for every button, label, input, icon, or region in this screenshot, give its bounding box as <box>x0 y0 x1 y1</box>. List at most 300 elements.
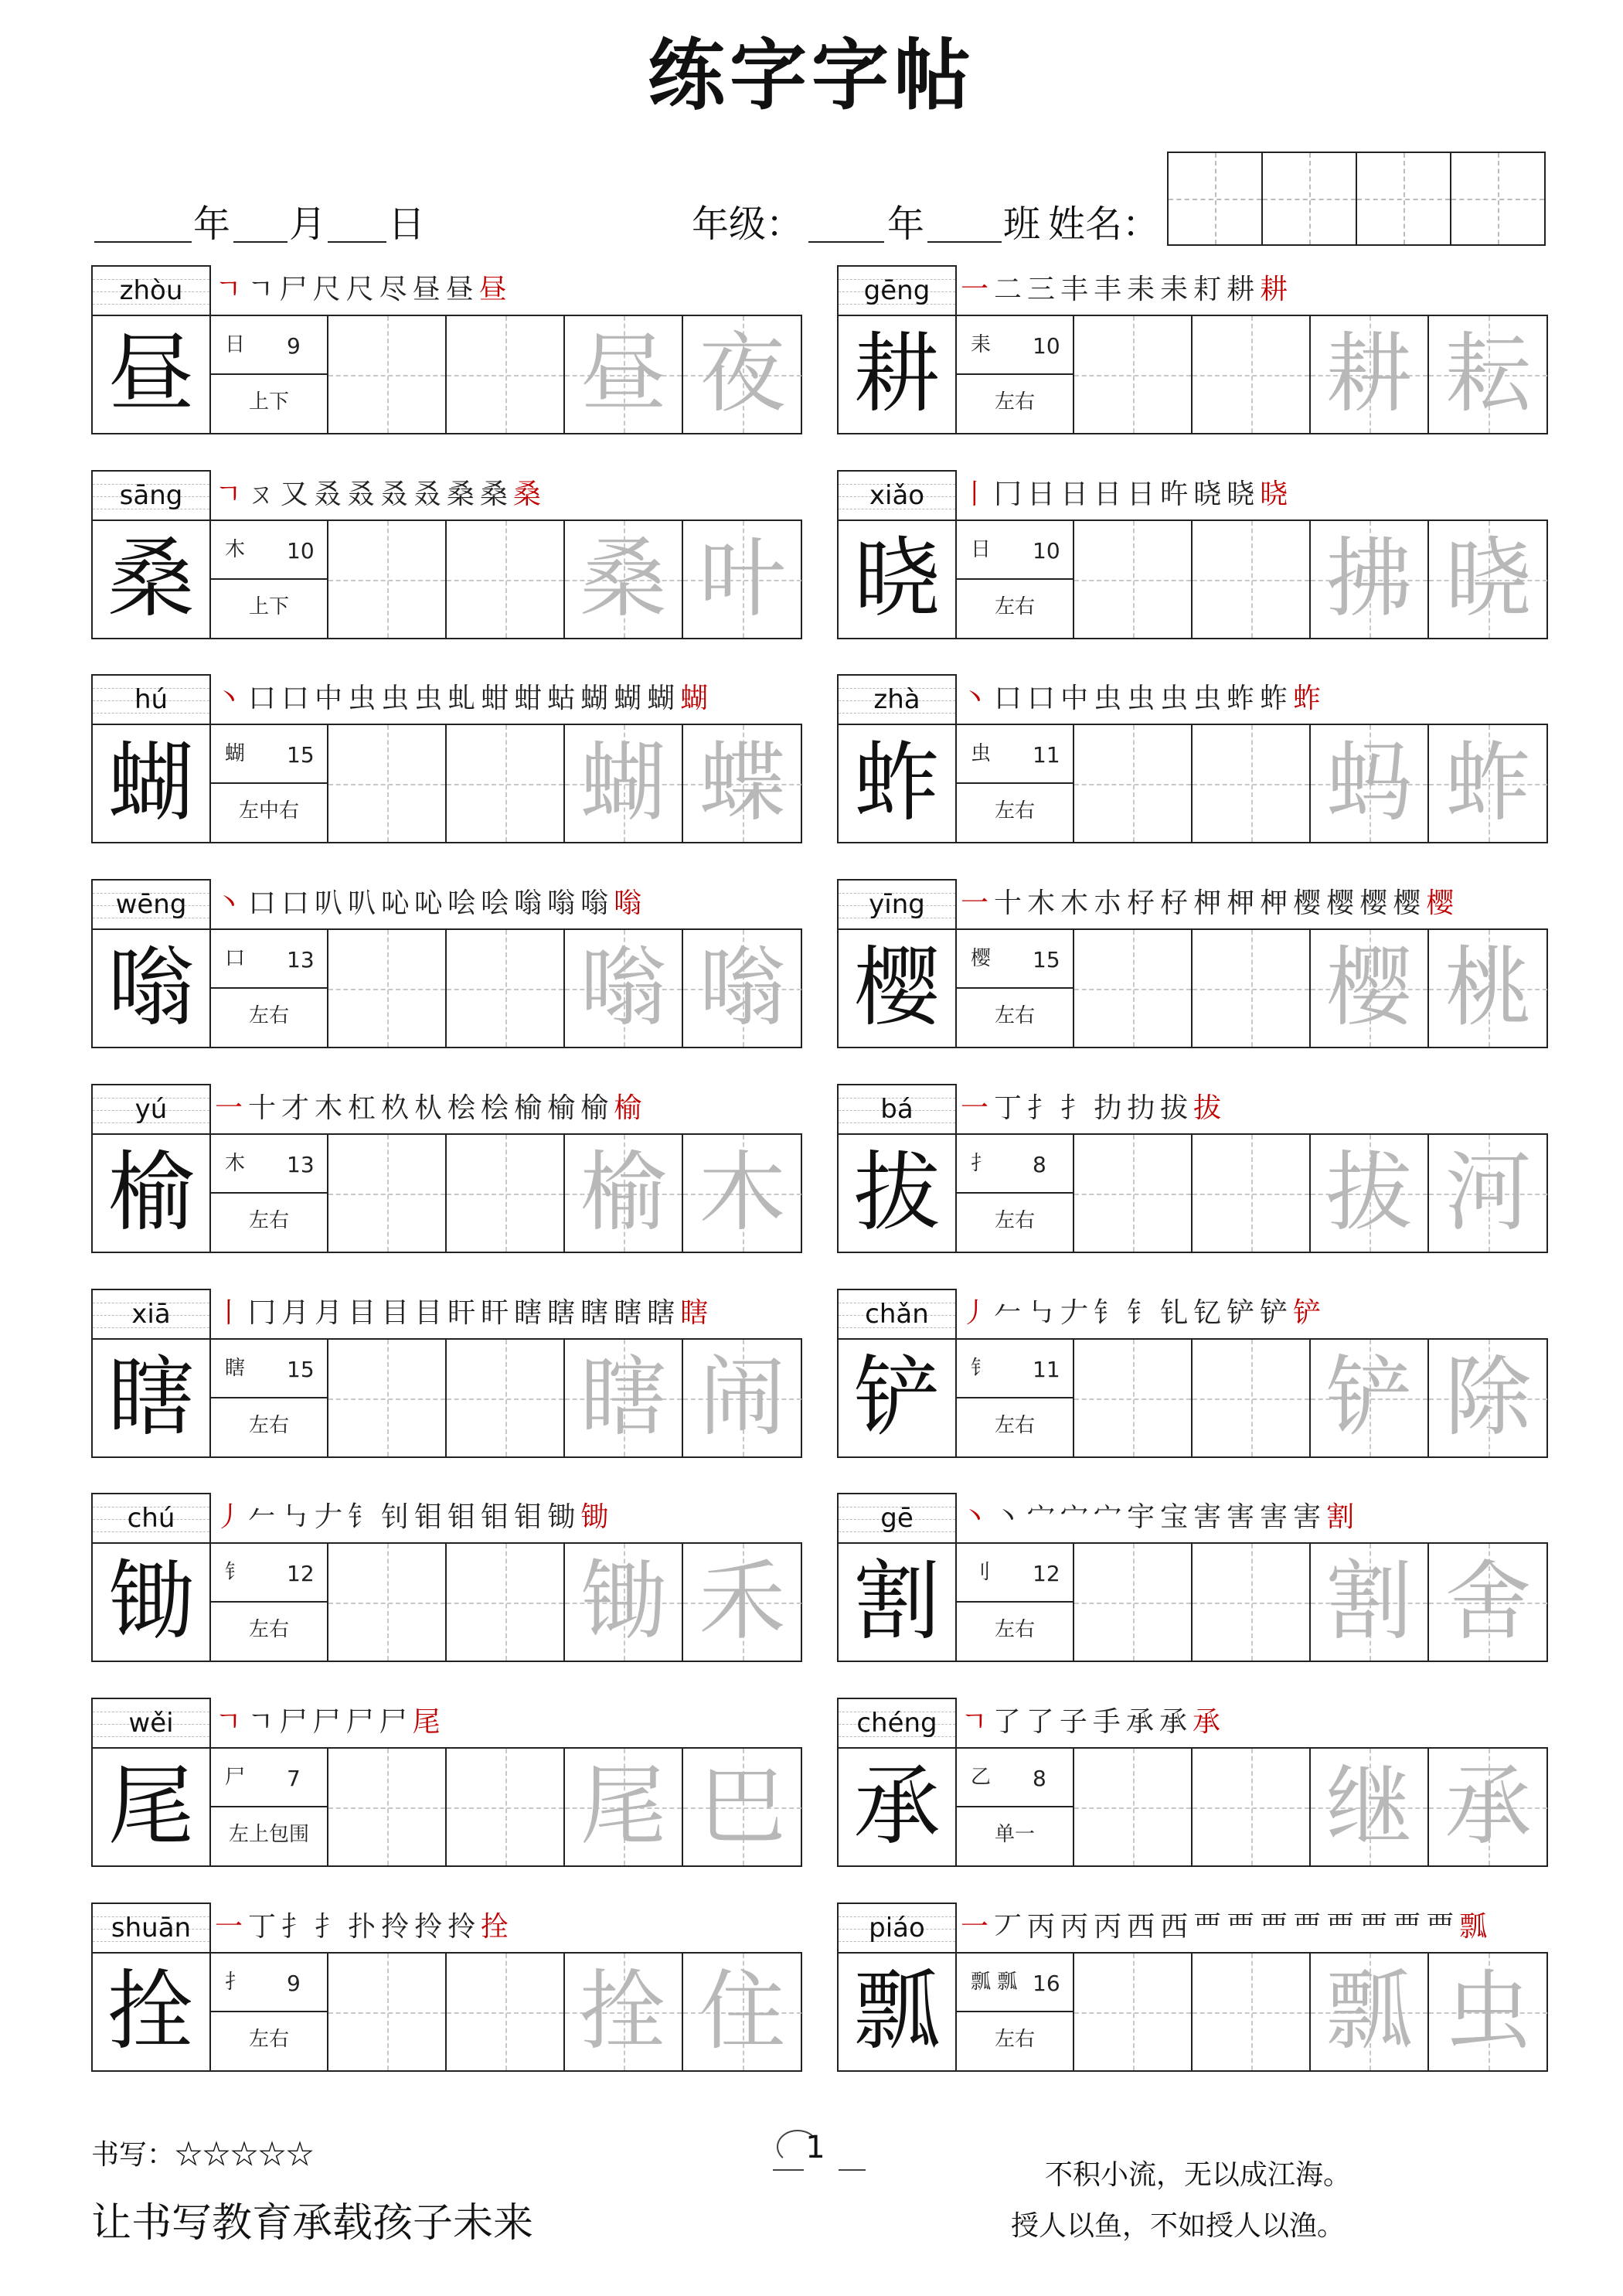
stroke-step: 耒 <box>1160 274 1189 305</box>
practice-cell[interactable] <box>1074 1340 1193 1456</box>
model-char: 瓢 <box>853 1961 941 2062</box>
stroke-step: 吣 <box>381 887 410 919</box>
stroke-step: 十 <box>994 887 1022 919</box>
stroke-count: 11 <box>1033 1357 1060 1382</box>
trace-cell[interactable] <box>1429 1544 1547 1661</box>
model-char-cell <box>93 725 211 842</box>
pinyin-label <box>91 1903 211 1952</box>
practice-grid <box>91 724 802 843</box>
radical: 木 <box>225 538 246 561</box>
stroke-step: 扌 <box>1027 1092 1056 1124</box>
practice-grid <box>837 1338 1548 1458</box>
pinyin-text: gē <box>880 1503 914 1534</box>
stroke-count: 11 <box>1033 742 1060 768</box>
stroke-step: 扐 <box>1094 1092 1122 1124</box>
stroke-step: 瞎 <box>647 1297 675 1329</box>
trace-cell[interactable] <box>565 1135 683 1252</box>
stroke-step: ㇉ <box>281 1501 310 1533</box>
trace-char: 虫 <box>1444 1961 1532 2062</box>
trace-char: 除 <box>1444 1347 1532 1448</box>
model-char-cell <box>93 1135 211 1252</box>
char-info <box>957 316 1074 433</box>
model-char: 拴 <box>107 1961 195 2062</box>
practice-cell[interactable] <box>447 1954 565 2070</box>
stroke-step: 口 <box>248 887 277 919</box>
trace-cell[interactable] <box>1311 725 1429 842</box>
pinyin-text: yú <box>134 1094 168 1125</box>
practice-cell[interactable] <box>1074 1749 1193 1865</box>
stroke-step: 西 <box>1127 1911 1155 1943</box>
structure: 左右 <box>994 595 1035 618</box>
practice-cell[interactable] <box>1193 521 1311 638</box>
practice-cell[interactable] <box>1074 521 1193 638</box>
practice-grid <box>91 315 802 434</box>
pinyin-label <box>91 674 211 724</box>
class-label: 班 <box>1003 203 1041 246</box>
practice-cell[interactable] <box>328 725 447 842</box>
stroke-step: 丨 <box>961 479 989 510</box>
model-char: 嗡 <box>107 938 195 1038</box>
model-char: 蚱 <box>853 733 941 833</box>
stroke-step: 木 <box>315 1092 343 1124</box>
trace-cell[interactable] <box>1429 1135 1547 1252</box>
stroke-step: ㄱ <box>247 274 274 305</box>
trace-cell[interactable] <box>1311 316 1429 433</box>
trace-cell[interactable] <box>683 521 801 638</box>
structure: 上下 <box>248 595 289 618</box>
char-info <box>957 930 1074 1047</box>
pinyin-text: wēng <box>115 889 187 920</box>
stroke-step: 尽 <box>379 274 407 305</box>
practice-grid <box>91 1747 802 1867</box>
stroke-step: 丶 <box>994 1501 1022 1533</box>
trace-cell[interactable] <box>1311 1544 1429 1661</box>
practice-cell[interactable] <box>1193 316 1311 433</box>
stroke-step: 扑 <box>348 1911 376 1943</box>
model-char: 耕 <box>853 324 941 424</box>
trace-cell[interactable] <box>1311 521 1429 638</box>
trace-cell[interactable] <box>565 930 683 1047</box>
trace-cell[interactable] <box>1429 1749 1547 1865</box>
name-boxes[interactable] <box>1167 152 1546 246</box>
stroke-step: 丆 <box>994 1911 1022 1943</box>
trace-cell[interactable] <box>565 521 683 638</box>
stroke-step: 蚶 <box>514 683 543 714</box>
trace-char: 拴 <box>580 1961 667 2062</box>
trace-cell[interactable] <box>683 1340 801 1456</box>
model-char: 瞎 <box>107 1347 195 1448</box>
stroke-step: 樱 <box>1293 887 1322 919</box>
trace-char: 桑 <box>580 529 667 629</box>
stroke-step: 丶 <box>215 887 243 919</box>
trace-cell[interactable] <box>1311 930 1429 1047</box>
trace-char: 木 <box>699 1143 786 1243</box>
radical: 虫 <box>971 742 992 765</box>
stroke-step: 蚱 <box>1293 683 1322 714</box>
practice-cell[interactable] <box>447 1135 565 1252</box>
practice-cell[interactable] <box>328 1544 447 1661</box>
stroke-step: 榆 <box>514 1092 543 1124</box>
model-char: 桑 <box>107 529 195 629</box>
stroke-step: 害 <box>1293 1501 1322 1533</box>
practice-cell[interactable] <box>447 1340 565 1456</box>
practice-cell[interactable] <box>328 521 447 638</box>
date-year-label: 年 <box>193 203 231 246</box>
stroke-step: 西 <box>1160 1911 1189 1943</box>
radical: 扌 <box>971 1152 992 1175</box>
stroke-step: 杍 <box>1127 887 1155 919</box>
structure: 上下 <box>248 390 289 414</box>
trace-cell[interactable] <box>683 316 801 433</box>
stroke-step: 蚶 <box>481 683 509 714</box>
name-cell[interactable] <box>1169 153 1263 244</box>
practice-grid <box>91 1542 802 1662</box>
structure: 左右 <box>248 2028 289 2051</box>
stroke-count: 10 <box>1033 333 1060 359</box>
model-char-cell <box>93 1749 211 1865</box>
stroke-order <box>215 1493 802 1542</box>
pinyin-label <box>837 879 957 928</box>
stroke-step: 钆 <box>1160 1297 1189 1329</box>
practice-grid <box>91 928 802 1048</box>
stroke-step: 一 <box>961 274 989 305</box>
stroke-step: 又 <box>280 479 308 510</box>
quote-line-2: 授人以鱼，不如授人以渔。 <box>1011 2210 1346 2242</box>
stroke-step: 朲 <box>414 1092 443 1124</box>
trace-cell[interactable] <box>565 1954 683 2070</box>
stroke-step: 丰 <box>1060 274 1089 305</box>
pinyin-label <box>837 1289 957 1338</box>
trace-cell[interactable] <box>1311 1954 1429 2070</box>
practice-cell[interactable] <box>447 316 565 433</box>
name-cell[interactable] <box>1451 153 1544 244</box>
trace-cell[interactable] <box>1429 930 1547 1047</box>
stroke-step: 虫 <box>1193 683 1222 714</box>
practice-cell[interactable] <box>1074 1135 1193 1252</box>
stroke-step: 覀 <box>1393 1911 1421 1943</box>
trace-cell[interactable] <box>683 1135 801 1252</box>
trace-char: 瞎 <box>580 1347 667 1448</box>
stroke-step: 哙 <box>481 887 509 919</box>
practice-cell[interactable] <box>1074 316 1193 433</box>
practice-cell[interactable] <box>328 316 447 433</box>
stroke-step: 害 <box>1227 1501 1255 1533</box>
stroke-step: 叭 <box>315 887 343 919</box>
pinyin-label <box>91 265 211 315</box>
trace-cell[interactable] <box>1429 316 1547 433</box>
stroke-step: 盰 <box>481 1297 509 1329</box>
trace-cell[interactable] <box>1429 1954 1547 2070</box>
stroke-step: 丨 <box>215 1297 243 1329</box>
stroke-step: 昼 <box>412 274 441 305</box>
practice-cell[interactable] <box>447 930 565 1047</box>
practice-cell[interactable] <box>447 521 565 638</box>
grade-blank[interactable] <box>808 241 884 243</box>
model-char: 拔 <box>853 1143 941 1243</box>
stroke-step: 子 <box>1059 1706 1087 1738</box>
stroke-step: 手 <box>1092 1706 1121 1738</box>
trace-char: 蚂 <box>1325 733 1413 833</box>
radical: 日 <box>225 333 246 356</box>
structure: 单一 <box>994 1823 1035 1846</box>
trace-char: 继 <box>1325 1756 1413 1857</box>
stroke-count: 12 <box>287 1561 315 1586</box>
practice-cell[interactable] <box>1074 1544 1193 1661</box>
pinyin-text: shuān <box>111 1913 192 1943</box>
pinyin-label <box>91 1084 211 1133</box>
model-char: 蝴 <box>107 733 195 833</box>
model-char-cell <box>839 1954 957 2070</box>
stroke-step: 钊 <box>381 1501 410 1533</box>
stroke-step: 扌 <box>315 1911 343 1943</box>
stroke-order <box>961 1903 1548 1952</box>
stroke-step: 覀 <box>1260 1911 1288 1943</box>
stroke-step: 樱 <box>1326 887 1355 919</box>
pinyin-text: bá <box>880 1094 914 1125</box>
practice-cell[interactable] <box>1193 1135 1311 1252</box>
pinyin-text: gēng <box>863 275 931 306</box>
practice-cell[interactable] <box>1193 1954 1311 2070</box>
stroke-step: 蝴 <box>614 683 642 714</box>
trace-cell[interactable] <box>1429 1340 1547 1456</box>
trace-cell[interactable] <box>683 1954 801 2070</box>
date-day-label: 日 <box>388 203 426 246</box>
stroke-count: 7 <box>287 1766 301 1791</box>
stroke-order <box>961 674 1548 724</box>
stroke-step: 尸 <box>379 1706 407 1738</box>
practice-cell[interactable] <box>1193 930 1311 1047</box>
stroke-step: 日 <box>1027 479 1056 510</box>
practice-cell[interactable] <box>1193 1340 1311 1456</box>
stroke-step: 钇 <box>1193 1297 1222 1329</box>
stroke-step: 一 <box>961 1092 989 1124</box>
stroke-step: 扌 <box>281 1911 310 1943</box>
stroke-order <box>215 1084 802 1133</box>
trace-cell[interactable] <box>565 1749 683 1865</box>
radical: 刂 <box>971 1561 992 1584</box>
name-cell[interactable] <box>1357 153 1451 244</box>
stroke-count: 16 <box>1033 1971 1060 1996</box>
stroke-step: 𠂇 <box>315 1501 343 1533</box>
stroke-order <box>961 1084 1548 1133</box>
pinyin-label <box>837 470 957 519</box>
radical: 樱 <box>971 947 992 970</box>
stroke-step: 叒 <box>313 479 342 510</box>
quote-line-1: 不积小流，无以成江海。 <box>1045 2159 1352 2191</box>
stroke-step: 害 <box>1193 1501 1222 1533</box>
stroke-step: 虫 <box>348 683 376 714</box>
stroke-step: 叒 <box>413 479 441 510</box>
stroke-step: 桧 <box>447 1092 476 1124</box>
stroke-count: 13 <box>287 947 315 973</box>
stroke-step: 桑 <box>512 479 541 510</box>
practice-cell[interactable] <box>328 1135 447 1252</box>
stroke-step: 尸 <box>279 1706 308 1738</box>
practice-cell[interactable] <box>447 1544 565 1661</box>
stroke-step: 樱 <box>1359 887 1388 919</box>
practice-cell[interactable] <box>1074 930 1193 1047</box>
practice-cell[interactable] <box>1074 1954 1193 2070</box>
stroke-step: 蝴 <box>580 683 609 714</box>
pinyin-label <box>91 879 211 928</box>
practice-cell[interactable] <box>328 1749 447 1865</box>
trace-char: 拔 <box>1325 1143 1413 1243</box>
practice-cell[interactable] <box>447 1749 565 1865</box>
date-day-blank[interactable] <box>328 241 386 243</box>
stroke-step: 中 <box>315 683 343 714</box>
structure: 左右 <box>248 1618 289 1641</box>
char-info <box>211 1340 328 1456</box>
practice-grid <box>837 724 1548 843</box>
trace-char: 叶 <box>699 529 786 629</box>
pinyin-text: zhòu <box>119 275 183 306</box>
stroke-step: ㄱ <box>215 479 242 510</box>
practice-cell[interactable] <box>328 1340 447 1456</box>
stroke-count: 13 <box>287 1152 315 1177</box>
char-info <box>211 316 328 433</box>
trace-cell[interactable] <box>565 1340 683 1456</box>
trace-cell[interactable] <box>1429 725 1547 842</box>
practice-cell[interactable] <box>1193 1749 1311 1865</box>
stroke-step: 钅 <box>1127 1297 1155 1329</box>
char-info <box>957 1749 1074 1865</box>
stroke-step: 拔 <box>1193 1092 1222 1124</box>
practice-cell[interactable] <box>1193 725 1311 842</box>
char-info <box>957 1954 1074 2070</box>
stroke-step: 瞎 <box>614 1297 642 1329</box>
stroke-step: 丶 <box>961 1501 989 1533</box>
practice-cell[interactable] <box>1193 1544 1311 1661</box>
stroke-step: 丿 <box>215 1501 243 1533</box>
stroke-step: 一 <box>215 1092 243 1124</box>
trace-cell[interactable] <box>683 1544 801 1661</box>
page-number: 1 <box>805 2130 825 2165</box>
stroke-step: 耕 <box>1227 274 1255 305</box>
class-blank[interactable] <box>927 241 1002 243</box>
stroke-step: 蚱 <box>1260 683 1288 714</box>
stroke-step: 日 <box>1094 479 1122 510</box>
stroke-step: 嗡 <box>547 887 576 919</box>
pinyin-text: xiā <box>131 1299 171 1330</box>
stroke-step: 月 <box>315 1297 343 1329</box>
model-char: 晓 <box>853 529 941 629</box>
stroke-step: 扌 <box>1060 1092 1089 1124</box>
stroke-count: 9 <box>287 333 301 359</box>
stroke-order <box>215 265 802 315</box>
stroke-step: 害 <box>1260 1501 1288 1533</box>
model-char: 榆 <box>107 1143 195 1243</box>
stroke-step: 口 <box>994 683 1022 714</box>
trace-char: 尾 <box>580 1756 667 1857</box>
structure: 左右 <box>248 1209 289 1232</box>
stroke-step: 宀 <box>1027 1501 1056 1533</box>
stroke-step: 蛄 <box>547 683 576 714</box>
stroke-step: 锄 <box>547 1501 576 1533</box>
trace-char: 禾 <box>699 1552 786 1652</box>
trace-cell[interactable] <box>683 930 801 1047</box>
trace-char: 夜 <box>699 324 786 424</box>
trace-cell[interactable] <box>1311 1135 1429 1252</box>
trace-cell[interactable] <box>1429 521 1547 638</box>
trace-cell[interactable] <box>1311 1749 1429 1865</box>
stroke-step: 目 <box>414 1297 443 1329</box>
model-char: 割 <box>853 1552 941 1652</box>
stroke-step: 哙 <box>447 887 476 919</box>
practice-grid <box>837 928 1548 1048</box>
stroke-step: 丰 <box>1094 274 1122 305</box>
stroke-step: 口 <box>281 887 310 919</box>
char-info <box>211 521 328 638</box>
model-char: 承 <box>853 1756 941 1857</box>
stroke-step: 三 <box>1027 274 1056 305</box>
stroke-step: 瓢 <box>1459 1911 1488 1943</box>
trace-char: 晓 <box>1444 529 1532 629</box>
stroke-step: 二 <box>994 274 1022 305</box>
date-month-blank[interactable] <box>233 241 288 243</box>
trace-char: 蝴 <box>580 733 667 833</box>
stroke-order <box>215 470 802 519</box>
slogan: 让书写教育承载孩子未来 <box>91 2200 534 2247</box>
stroke-step: 樱 <box>1393 887 1421 919</box>
practice-grid <box>837 1133 1548 1253</box>
stroke-step: 月 <box>281 1297 310 1329</box>
trace-char: 蝶 <box>699 733 786 833</box>
practice-cell[interactable] <box>328 1954 447 2070</box>
trace-char: 承 <box>1444 1756 1532 1857</box>
trace-cell[interactable] <box>683 1749 801 1865</box>
stroke-step: 盰 <box>447 1297 476 1329</box>
date-year-blank[interactable] <box>94 241 192 243</box>
page-deco-line-right <box>839 2169 866 2171</box>
trace-cell[interactable] <box>565 1544 683 1661</box>
stroke-step: 了 <box>1026 1706 1054 1738</box>
trace-cell[interactable] <box>683 725 801 842</box>
radical: 瞎 <box>225 1357 246 1380</box>
stroke-step: 旿 <box>1160 479 1189 510</box>
stroke-step: ㄱ <box>961 1706 988 1738</box>
pinyin-label <box>837 1084 957 1133</box>
stroke-step: ㇉ <box>1027 1297 1056 1329</box>
practice-cell[interactable] <box>328 930 447 1047</box>
trace-char: 闹 <box>699 1347 786 1448</box>
practice-cell[interactable] <box>1074 725 1193 842</box>
structure: 左右 <box>994 1209 1035 1232</box>
stroke-step: 耓 <box>1193 274 1222 305</box>
radical: 乙 <box>971 1766 992 1789</box>
model-char-cell <box>93 1544 211 1661</box>
trace-cell[interactable] <box>565 725 683 842</box>
stroke-step: 割 <box>1326 1501 1355 1533</box>
char-info <box>957 1340 1074 1456</box>
practice-cell[interactable] <box>447 725 565 842</box>
stroke-step: 叒 <box>346 479 375 510</box>
stroke-step: 桑 <box>479 479 508 510</box>
trace-cell[interactable] <box>1311 1340 1429 1456</box>
trace-cell[interactable] <box>565 316 683 433</box>
stroke-step: 尺 <box>312 274 341 305</box>
stroke-step: 蚱 <box>1227 683 1255 714</box>
stroke-step: 宀 <box>1060 1501 1089 1533</box>
stroke-step: 锄 <box>580 1501 609 1533</box>
stroke-order <box>961 1493 1548 1542</box>
stroke-count: 10 <box>287 538 315 564</box>
radical: 尸 <box>225 1766 246 1789</box>
structure: 左右 <box>994 1618 1035 1641</box>
name-cell[interactable] <box>1263 153 1357 244</box>
radical: 瓢 瓢 <box>971 1971 1018 1994</box>
stroke-step: 朩 <box>1094 887 1122 919</box>
stroke-step: 虫 <box>414 683 443 714</box>
